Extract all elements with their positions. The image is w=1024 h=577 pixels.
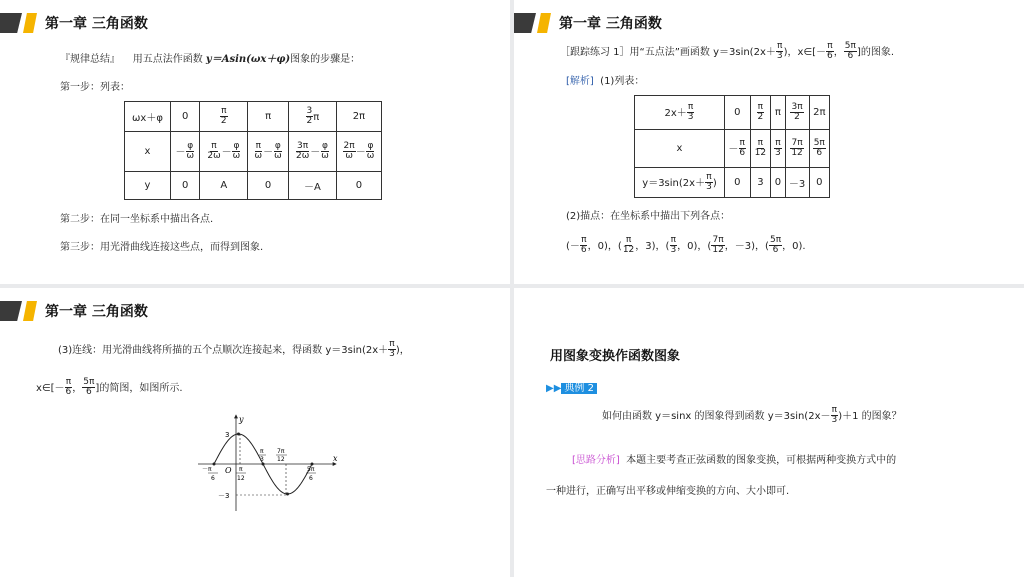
analysis-line: [解析] (1)列表：: [566, 76, 645, 87]
table-head: x: [635, 130, 725, 168]
table-cell: $\frac{\pi}{3}$: [771, 130, 785, 168]
table-cell: 0: [771, 168, 785, 198]
table-cell: 0: [336, 172, 381, 200]
key-point: [213, 463, 216, 466]
table-cell: 0: [809, 168, 829, 198]
table-head: x: [125, 132, 171, 172]
analysis-line-1: [思路分析] 本题主要考查正弦函数的图象变换，可根据两种变换方式中的: [572, 455, 897, 466]
table-cell: 3: [750, 168, 771, 198]
summary-tag: 『规律总结』: [60, 54, 120, 65]
table-head: ωx＋φ: [125, 102, 171, 132]
step3-line: (3)连线：用光滑曲线将所描的五个点顺次连接起来，得函数 y＝3sin(2x＋ $\frac{\pi}{3}$ )，: [58, 339, 410, 360]
exercise-line: ［跟踪练习 1］用“五点法”画函数 y＝3sin(2x＋ $\frac{\pi}{3}$ )，x∈[－ $\frac{\pi}{6}$ ， $\frac{5\pi}{6}$ ]的图象.: [560, 41, 895, 62]
table-cell: －3: [785, 168, 809, 198]
step3: 第三步：用光滑曲线连接这些点，而得到图象.: [60, 242, 264, 253]
example-tag: 典例 2: [561, 383, 597, 394]
step1: 第一步：列表：: [60, 82, 130, 93]
y-label: y: [239, 415, 244, 424]
sine-graph: [196, 413, 346, 513]
tick-7pi12: [276, 448, 287, 463]
svg-text:6: 6: [211, 475, 215, 482]
table-cell: － $\frac{\pi}{6}$: [725, 130, 751, 168]
table-cell: －A: [289, 172, 337, 200]
chapter-title: 第一章 三角函数: [559, 16, 662, 32]
chapter-title: 第一章 三角函数: [45, 16, 148, 32]
step2: 第二步：在同一坐标系中描出各点.: [60, 214, 214, 225]
tick-neg-pi6: [202, 466, 218, 482]
chapter-header: [514, 12, 662, 34]
table-cell: 0: [248, 172, 289, 200]
table-cell: $\frac{\pi}{\omega}$ － $\frac{\varphi}{\omega}$: [248, 132, 289, 172]
header-bar-yellow: [23, 301, 37, 321]
analysis-tag: [解析]: [566, 76, 594, 87]
domain-line: x∈[－ $\frac{\pi}{6}$ ， $\frac{5\pi}{6}$ ]的简图，如图所示.: [36, 377, 183, 398]
table-cell: 0: [725, 96, 751, 130]
points-line: (－ $\frac{\pi}{6}$ ，0)，( $\frac{\pi}{12}$ ，3)，( $\frac{\pi}{3}$ ，0)，( $\frac{7\pi}{12}$ ，－3)，( $\frac{5\pi}{6}$ ，0).: [566, 235, 806, 256]
tick-pi12: [236, 466, 246, 482]
origin-label: O: [225, 466, 232, 475]
chapter-header: [0, 12, 148, 34]
key-point: [286, 493, 289, 496]
svg-text:12: 12: [237, 475, 245, 482]
header-bar-dark: [0, 13, 22, 33]
header-bar-yellow: [537, 13, 551, 33]
section-title: 用图象变换作函数图象: [550, 349, 681, 364]
table-cell: $\frac{3\pi}{2\omega}$ － $\frac{\varphi}{\omega}$: [289, 132, 337, 172]
table-cell: π: [771, 96, 785, 130]
table-head: y: [125, 172, 171, 200]
example-tag-row: [546, 379, 597, 394]
table-cell: $\frac{\pi}{12}$: [750, 130, 771, 168]
table-cell: $\frac{\pi}{2}$: [200, 102, 248, 132]
svg-text:5π: 5π: [307, 466, 315, 473]
step2: (2)描点：在坐标系中描出下列各点：: [566, 211, 731, 222]
svg-text:π: π: [260, 448, 264, 455]
summary-line: 『规律总结』 用五点法作函数 y＝Asin(ωx＋φ)图象的步骤是：: [60, 54, 361, 65]
table-head: y＝3sin(2x＋ $\frac{\pi}{3}$ ): [635, 168, 725, 198]
table-cell: $\frac{\pi}{2\omega}$ － $\frac{\varphi}{\omega}$: [200, 132, 248, 172]
exercise-table: [634, 95, 830, 198]
svg-text:7π: 7π: [277, 448, 285, 455]
svg-text:12: 12: [277, 456, 285, 463]
header-bar-yellow: [23, 13, 37, 33]
question-line: 如何由函数 y＝sinx 的图象得到函数 y＝3sin(2x－ $\frac{\pi}{3}$ )＋1 的图象？: [602, 405, 902, 426]
table-cell: $\frac{2\pi}{\omega}$ － $\frac{\varphi}{\omega}$: [336, 132, 381, 172]
analysis-tag: [思路分析]: [572, 455, 620, 466]
chapter-header: [0, 300, 148, 322]
tick-pi3: [259, 448, 266, 463]
table-cell: － $\frac{\varphi}{\omega}$: [171, 132, 200, 172]
table-cell: 0: [725, 168, 751, 198]
header-bar-dark: [0, 301, 22, 321]
svg-text:6: 6: [309, 475, 313, 482]
svg-text:π: π: [239, 466, 243, 473]
five-point-table: [124, 101, 382, 200]
table-cell: 0: [171, 172, 200, 200]
slide-2: [514, 0, 1024, 284]
table-cell: A: [200, 172, 248, 200]
table-cell: 0: [171, 102, 200, 132]
table-cell: π: [248, 102, 289, 132]
slide-1: [0, 0, 510, 284]
table-cell: 2π: [809, 96, 829, 130]
analysis-line-2: 一种进行，正确写出平移或伸缩变换的方向、大小即可.: [546, 486, 790, 497]
tick-3: 3: [225, 431, 230, 439]
slide-4: [514, 288, 1024, 577]
double-arrow-icon: ▶▶: [546, 383, 562, 394]
table-cell: $\frac{5\pi}{6}$: [809, 130, 829, 168]
table-cell: $\frac{\pi}{2}$: [750, 96, 771, 130]
table-cell: $\frac{3\pi}{2}$: [785, 96, 809, 130]
chapter-title: 第一章 三角函数: [45, 304, 148, 320]
tick-5pi6: [306, 466, 316, 482]
tick-neg3: －3: [218, 492, 230, 500]
table-head: 2x＋ $\frac{\pi}{3}$: [635, 96, 725, 130]
header-bar-dark: [514, 13, 536, 33]
table-cell: 2π: [336, 102, 381, 132]
slide-3: [0, 288, 510, 577]
svg-text:3: 3: [260, 456, 264, 463]
table-cell: $\frac{7\pi}{12}$: [785, 130, 809, 168]
table-cell: $\frac{3}{2}$ π: [289, 102, 337, 132]
svg-text:－π: －π: [202, 466, 212, 473]
x-label: x: [333, 454, 338, 463]
